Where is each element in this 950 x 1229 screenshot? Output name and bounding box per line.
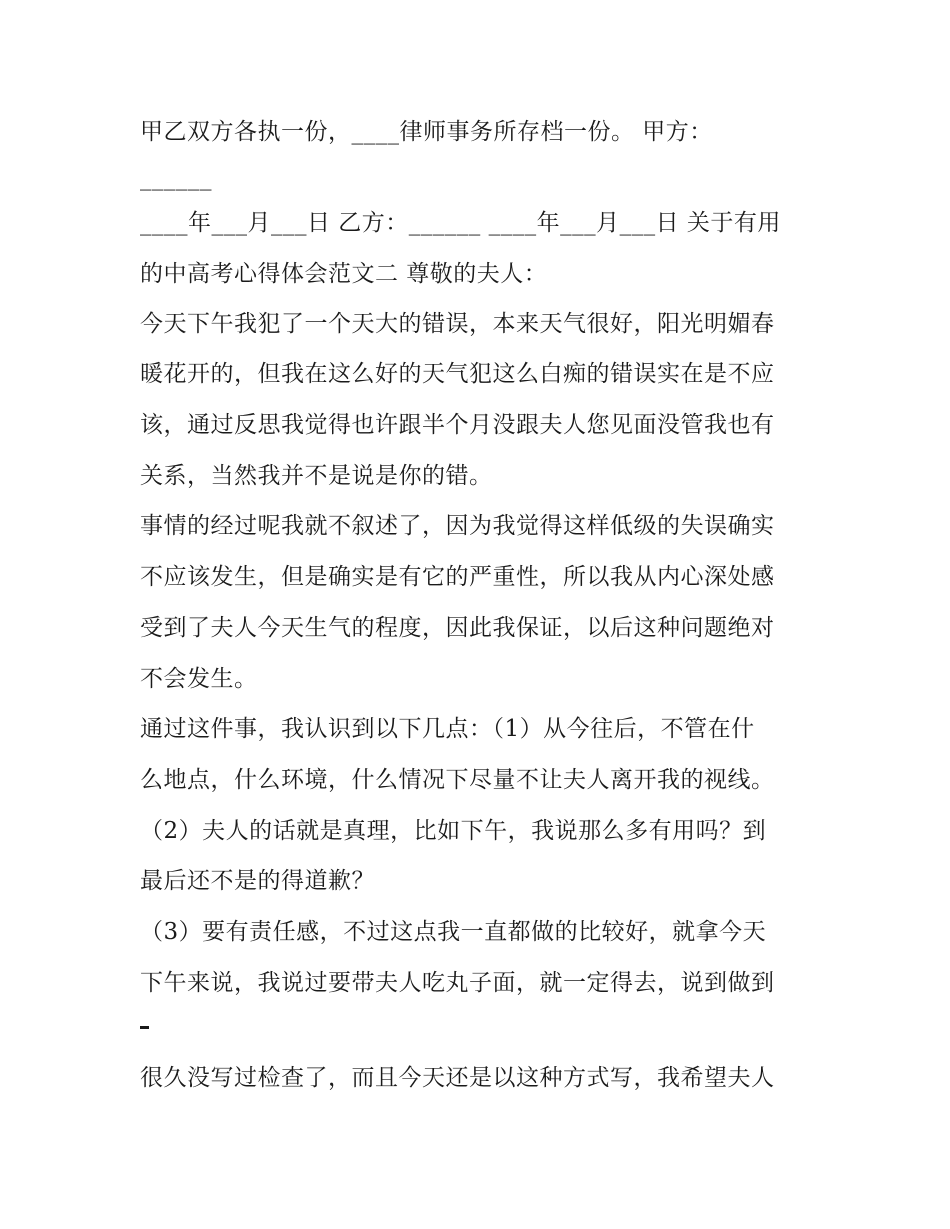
text-line: ______ [140, 165, 212, 191]
text-line: 通过这件事，我认识到以下几点：（1）从今往后，不管在什 [140, 716, 755, 742]
text-line: 暖花开的，但我在这么好的天气犯这么白痴的错误实在是不应 [140, 361, 775, 387]
text-line: ____年___月___日 乙方：______ ____年___月___日 关于有用 [140, 210, 781, 236]
text-line: 么地点，什么环境，什么情况下尽量不让夫人离开我的视线。 [140, 767, 775, 793]
text-line: 今天下午我犯了一个天大的错误，本来天气很好，阳光明媚春 [140, 311, 775, 337]
text-line: 事情的经过呢我就不叙述了，因为我觉得这样低级的失误确实 [140, 513, 775, 539]
text-line: 很久没写过检查了，而且今天还是以这种方式写，我希望夫人 [140, 1065, 775, 1091]
text-line: 该，通过反思我觉得也许跟半个月没跟夫人您见面没管我也有 [140, 412, 775, 438]
text-line: 关系，当然我并不是说是你的错。 [140, 463, 493, 489]
text-line: 不会发生。 [140, 666, 258, 692]
text-line: 不应该发生，但是确实是有它的严重性，所以我从内心深处感 [140, 564, 775, 590]
text-line: （3）要有责任感，不过这点我一直都做的比较好，就拿今天 [140, 919, 767, 945]
text-line: 下午来说，我说过要带夫人吃丸子面，就一定得去，说到做到 [140, 970, 775, 996]
text-line: （2）夫人的话就是真理，比如下午，我说那么多有用吗？到 [140, 818, 767, 844]
text-line: 的中高考心得体会范文二 尊敬的夫人： [140, 261, 548, 287]
text-line: 最后还不是的得道歉？ [140, 868, 375, 894]
text-line: 甲乙双方各执一份，____律师事务所存档一份。 甲方： [140, 119, 713, 145]
text-line: 受到了夫人今天生气的程度，因此我保证，以后这种问题绝对 [140, 615, 775, 641]
stray-mark [140, 1026, 149, 1029]
